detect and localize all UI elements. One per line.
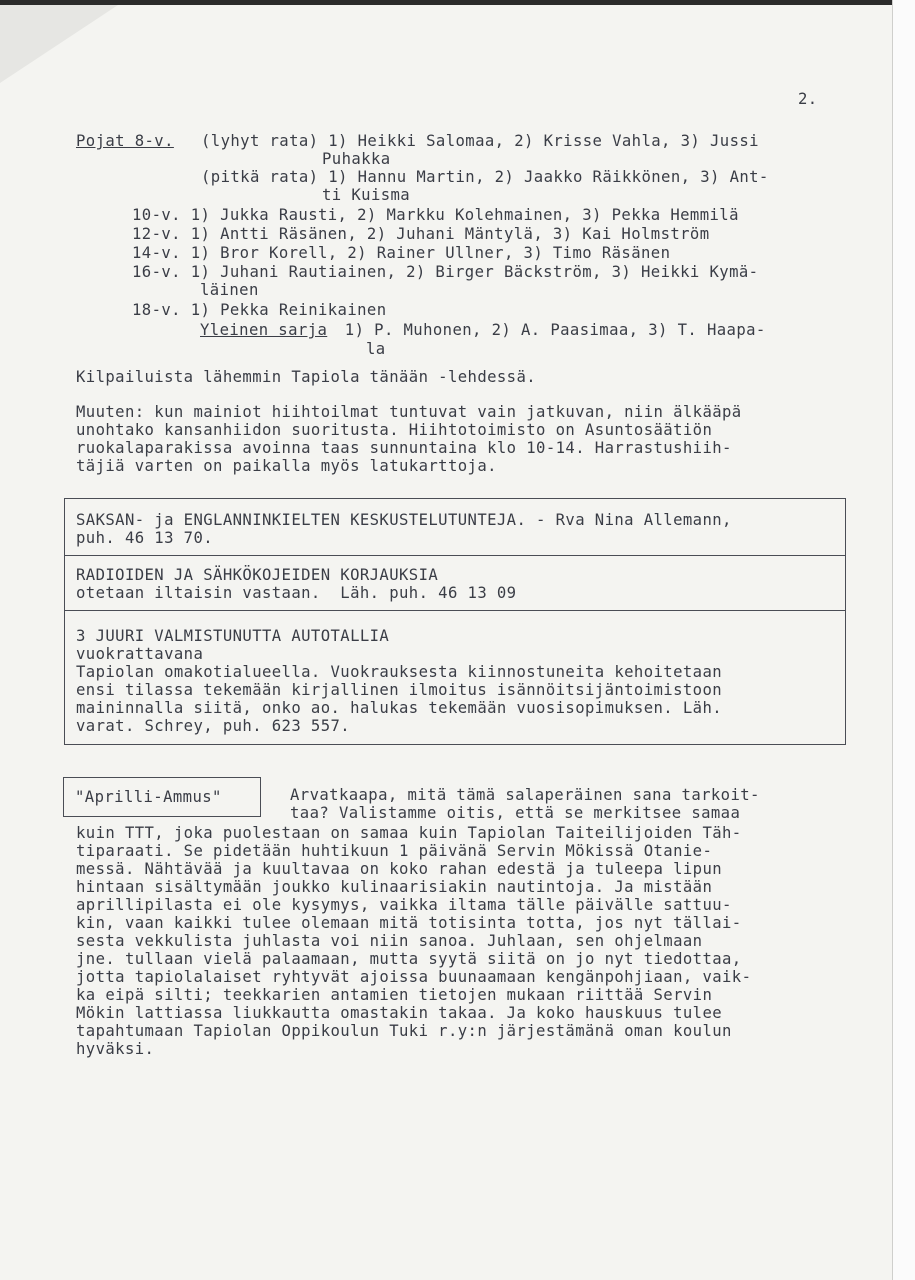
april-line: kin, vaan kaikki tulee olemaan mitä totisinta totta, jos nyt tällai-	[76, 914, 742, 932]
note-line: Kilpailuista lähemmin Tapiola tänään -lehdessä.	[76, 368, 537, 386]
april-line: kuin TTT, joka puolestaan on samaa kuin Tapiolan Taiteilijoiden Täh-	[76, 824, 742, 842]
ad-garage-rental: 3 JUURI VALMISTUNUTTA AUTOTALLIA	[76, 627, 390, 645]
result-line: 16-v. 1) Juhani Rautiainen, 2) Birger Bäckström, 3) Heikki Kymä-	[132, 263, 759, 281]
ad-language-lessons: puh. 46 13 70.	[76, 529, 214, 547]
april-line: jne. tullaan vielä palaamaan, mutta syytä siitä on jo nyt tiedottaa,	[76, 950, 742, 968]
page-number: 2.	[798, 90, 818, 108]
general-series-label: Yleinen sarja	[200, 321, 328, 339]
result-line: 10-v. 1) Jukka Rausti, 2) Markku Kolehmainen, 3) Pekka Hemmilä	[132, 206, 739, 224]
ad-garage-rental: varat. Schrey, puh. 623 557.	[76, 717, 351, 735]
ad-garage-rental: ensi tilassa tekemään kirjallinen ilmoitus isännöitsijäntoimistoon	[76, 681, 723, 699]
ad-radio-repair: otetaan iltaisin vastaan. Läh. puh. 46 13 09	[76, 584, 517, 602]
ad-divider	[64, 555, 846, 556]
april-line: ka eipä silti; teekkarien antamien tietojen mukaan riittää Servin	[76, 986, 713, 1004]
april-line: jotta tapiolalaiset ryhtyvät ajoissa buunaamaan kengänpohjiaan, vaik-	[76, 968, 752, 986]
april-line: tapahtumaan Tapiolan Oppikoulun Tuki r.y:n järjestämänä oman koulun	[76, 1022, 732, 1040]
ad-garage-rental: vuokrattavana	[76, 645, 204, 663]
page-edge	[892, 0, 915, 1280]
result-line: (pitkä rata) 1) Hannu Martin, 2) Jaakko Räikkönen, 3) Ant-	[201, 168, 769, 186]
ski-paragraph-line: Muuten: kun mainiot hiihtoilmat tuntuvat vain jatkuvan, niin älkääpä	[76, 403, 742, 421]
ad-language-lessons: SAKSAN- ja ENGLANNINKIELTEN KESKUSTELUTUNTEJA. - Rva Nina Allemann,	[76, 511, 732, 529]
ad-divider	[64, 610, 846, 611]
ad-garage-rental: Tapiolan omakotialueella. Vuokrauksesta kiinnostuneita kehoitetaan	[76, 663, 723, 681]
april-line: Arvatkaapa, mitä tämä salaperäinen sana tarkoit-	[290, 786, 760, 804]
ski-paragraph-line: ruokalaparakissa avoinna taas sunnuntaina klo 10-14. Harrastushiih-	[76, 439, 732, 457]
folded-corner	[0, 5, 118, 83]
april-line: taa? Valistamme oitis, että se merkitsee samaa	[290, 804, 741, 822]
april-line: sesta vekkulista juhlasta voi niin sanoa. Juhlaan, sen ohjelmaan	[76, 932, 703, 950]
result-line: (lyhyt rata) 1) Heikki Salomaa, 2) Krisse Vahla, 3) Jussi	[201, 132, 759, 150]
ski-paragraph-line: täjiä varten on paikalla myös latukarttoja.	[76, 457, 497, 475]
april-line: Mökin lattiassa liukkautta omastakin takaa. Ja koko hauskuus tulee	[76, 1004, 723, 1022]
result-line: 18-v. 1) Pekka Reinikainen	[132, 301, 387, 319]
april-line: tiparaati. Se pidetään huhtikuun 1 päivänä Servin Mökissä Otanie-	[76, 842, 713, 860]
boys-8-label: Pojat 8-v.	[76, 132, 174, 150]
result-line: 14-v. 1) Bror Korell, 2) Rainer Ullner, 3) Timo Räsänen	[132, 244, 671, 262]
april-line: aprillipilasta ei ole kysymys, vaikka iltama tälle päivälle sattuu-	[76, 896, 732, 914]
april-line: hintaan sisältymään joukko kulinaarisiakin nautintoja. Ja mistään	[76, 878, 713, 896]
general-series-cont: la	[366, 340, 386, 358]
ad-garage-rental: maininnalla siitä, onko ao. halukas tekemään vuosisopimuksen. Läh.	[76, 699, 723, 717]
ad-radio-repair: RADIOIDEN JA SÄHKÖKOJEIDEN KORJAUKSIA	[76, 566, 439, 584]
april-line: hyväksi.	[76, 1040, 155, 1058]
april-title: "Aprilli-Ammus"	[75, 788, 222, 806]
result-line: 12-v. 1) Antti Räsänen, 2) Juhani Mäntylä, 3) Kai Holmström	[132, 225, 710, 243]
result-line: Puhakka	[322, 150, 391, 168]
result-line: ti Kuisma	[322, 186, 411, 204]
result-line: läinen	[200, 281, 259, 299]
april-line: messä. Nähtävää ja kuultavaa on koko rahan edestä ja tuleepa lipun	[76, 860, 723, 878]
ski-paragraph-line: unohtako kansanhiidon suoritusta. Hiihtotoimisto on Asuntosäätiön	[76, 421, 713, 439]
top-edge-shadow	[0, 0, 915, 5]
general-series-results: 1) P. Muhonen, 2) A. Paasimaa, 3) T. Haapa-	[335, 321, 766, 339]
